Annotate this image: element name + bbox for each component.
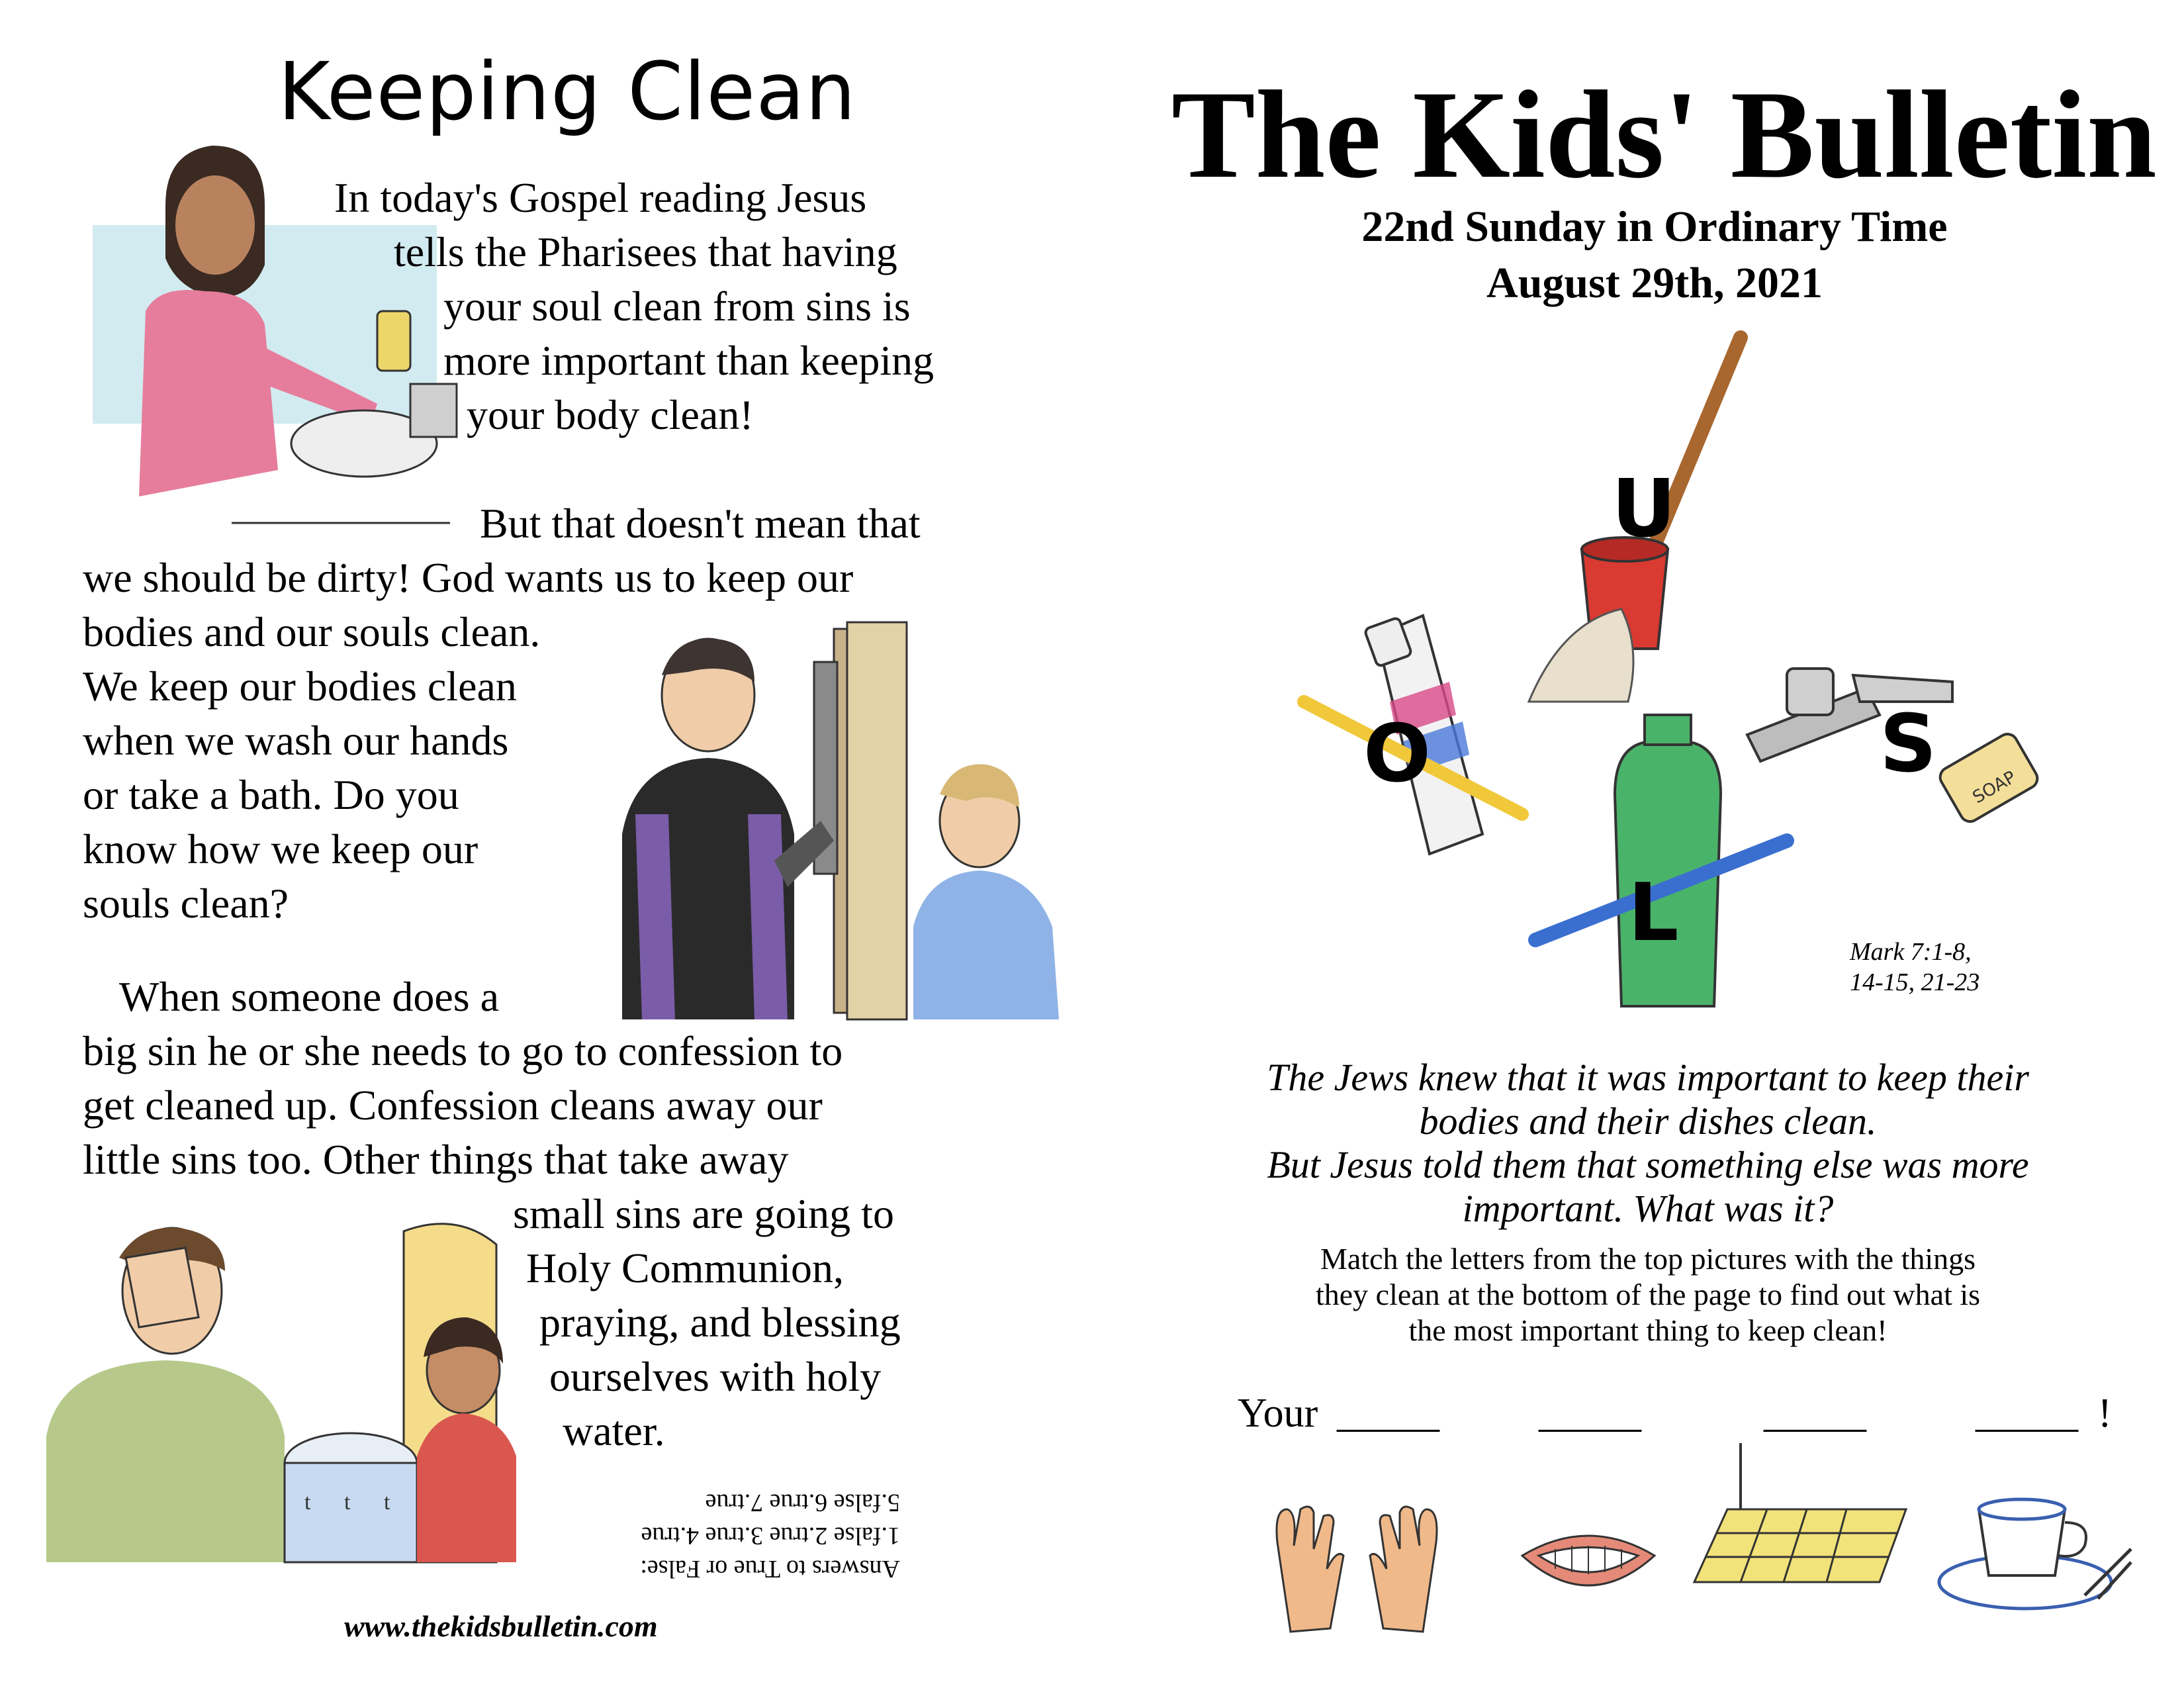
website-url: www.thekidsbulletin.com	[344, 1609, 658, 1643]
answer-blank-3[interactable]: _____	[1764, 1391, 1866, 1436]
paragraph-2-line: when we wash our hands	[83, 717, 509, 764]
soap-label: SOAP	[1969, 767, 2020, 808]
answer-suffix: !	[2098, 1391, 2112, 1436]
paragraph-1-line: tells the Pharisees that having	[394, 228, 897, 275]
paragraph-3-line: When someone does a	[119, 973, 500, 1020]
question-text	[1152, 1056, 2144, 1231]
question-line: bodies and their dishes clean.	[1419, 1100, 1877, 1143]
letter-s: S	[1880, 698, 1937, 790]
letter-l: L	[1628, 867, 1679, 959]
svg-text:t: t	[384, 1490, 390, 1515]
bulletin-title: The Kids' Bulletin	[1171, 66, 2157, 205]
paragraph-2-line: or take a bath. Do you	[83, 771, 459, 818]
paragraph-2-line: souls clean?	[83, 880, 289, 927]
paragraph-1-line: more important than keeping	[443, 337, 934, 384]
paragraph-1-line: your body clean!	[467, 391, 754, 438]
paragraph-1	[334, 171, 934, 442]
paragraph-1-line: your soul clean from sins is	[443, 283, 911, 330]
toothpaste-toothbrush-icon	[1304, 616, 1522, 854]
question-line: But Jesus told them that something else was more	[1267, 1143, 2029, 1186]
paragraph-3-line: small sins are going to	[513, 1190, 894, 1237]
scripture-reference-line: 14-15, 21-23	[1850, 968, 1980, 996]
question-line: The Jews knew that it was important to keep their	[1267, 1056, 2029, 1099]
mop-bucket-icon	[1529, 338, 1741, 702]
answer-key-upside-down	[569, 1486, 900, 1585]
svg-text:t: t	[304, 1490, 311, 1515]
answer-blank-2[interactable]: _____	[1539, 1391, 1641, 1436]
paragraph-1-line: In today's Gospel reading Jesus	[334, 174, 867, 221]
paragraph-3-line: get cleaned up. Confession cleans away our	[83, 1082, 823, 1129]
teeth-mouth-icon	[1516, 1516, 1661, 1615]
cup-plate-icon	[1933, 1483, 2138, 1615]
paragraph-2-line: know how we keep our	[83, 825, 478, 872]
paragraph-3-line: water.	[563, 1407, 665, 1454]
tile-floor-icon	[1688, 1443, 1913, 1589]
bulletin-subtitle: 22nd Sunday in Ordinary Time	[1361, 203, 1948, 251]
left-page-title: Keeping Clean	[278, 46, 856, 138]
bulletin-date: August 29th, 2021	[1486, 259, 1823, 307]
holy-water-illustration	[33, 1218, 536, 1569]
answer-key-line: 5.false 6.true 7.true	[705, 1489, 900, 1517]
dish-soap-brush-icon	[1535, 715, 1787, 1006]
letter-o: O	[1363, 708, 1432, 800]
paragraph-3-line: little sins too. Other things that take away	[83, 1136, 789, 1183]
answer-blank-4[interactable]: _____	[1976, 1391, 2078, 1436]
paragraph-2-line: We keep our bodies clean	[83, 663, 517, 710]
paragraph-2-line: bodies and our souls clean.	[83, 608, 541, 655]
answer-prefix: Your	[1238, 1391, 1318, 1436]
cleaning-items-puzzle	[1284, 331, 2105, 1019]
paragraph-3-line: praying, and blessing	[539, 1299, 901, 1346]
scripture-reference	[1850, 937, 1979, 998]
paragraph-2-line: But that doesn't mean that	[480, 500, 921, 547]
instruction-line: they clean at the bottom of the page to find out what is	[1315, 1278, 1981, 1311]
faucet-soap-icon	[1747, 669, 2041, 825]
paragraph-3-line: big sin he or she needs to go to confession to	[83, 1027, 843, 1074]
answer-key-line: Answers to True or False:	[640, 1555, 900, 1583]
paragraph-3-line: Holy Communion,	[526, 1244, 844, 1291]
question-line: important. What was it?	[1462, 1187, 1834, 1230]
instruction-line: Match the letters from the top pictures with the things	[1320, 1242, 1976, 1276]
paragraph-2-line: we should be dirty! God wants us to keep our	[83, 554, 854, 601]
answer-key-line: 1.false 2.true 3.true 4.true	[641, 1522, 900, 1550]
instructions-text	[1218, 1241, 2078, 1348]
hands-icon	[1264, 1483, 1449, 1642]
svg-text:t: t	[344, 1490, 351, 1515]
letter-u: U	[1612, 463, 1676, 555]
instruction-line: the most important thing to keep clean!	[1408, 1313, 1888, 1347]
paragraph-3-line: ourselves with holy	[549, 1353, 882, 1400]
scripture-reference-line: Mark 7:1-8,	[1850, 938, 1972, 966]
answer-blank-1[interactable]: _____	[1337, 1391, 1439, 1436]
